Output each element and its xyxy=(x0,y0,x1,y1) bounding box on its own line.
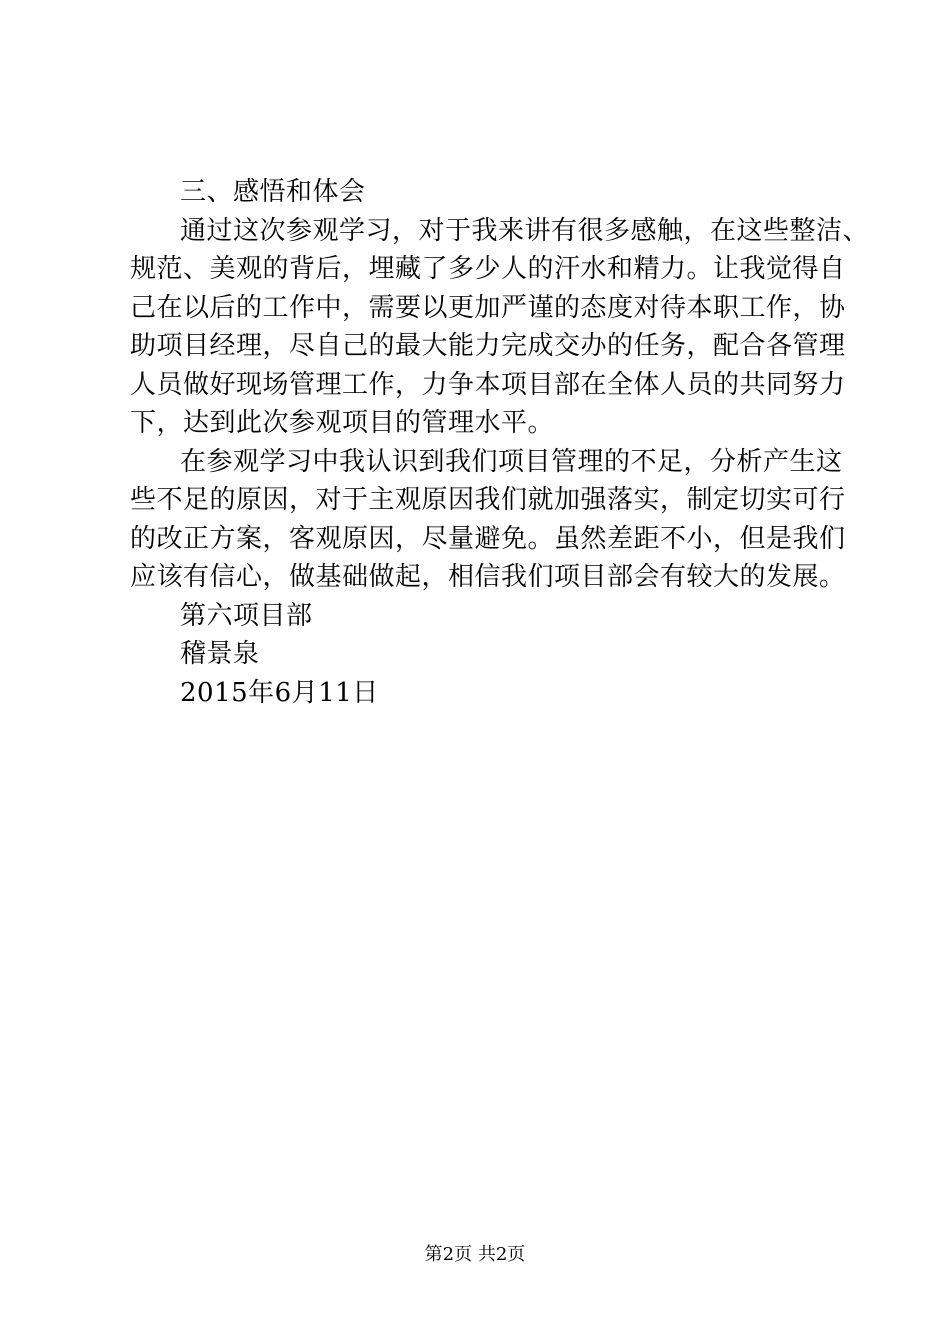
page-number: 第2页 共2页 xyxy=(424,1244,526,1265)
document-body xyxy=(130,173,870,712)
signature-block xyxy=(130,597,830,713)
paragraph-line: 的改正方案，客观原因，尽量避免。虽然差距不小，但是我们 xyxy=(130,523,846,554)
paragraph-2 xyxy=(130,443,846,597)
paragraph-line: 通过这次参观学习，对于我来讲有很多感触，在这些整洁、 xyxy=(180,215,870,246)
paragraph-line: 己在以后的工作中，需要以更加严谨的态度对待本职工作，协 xyxy=(130,292,846,323)
signature-name: 稽景泉 xyxy=(180,639,260,669)
paragraph-line: 在参观学习中我认识到我们项目管理的不足，分析产生这 xyxy=(180,446,843,477)
paragraph-1 xyxy=(130,212,870,443)
page-footer xyxy=(0,1243,950,1267)
paragraph-line: 人员做好现场管理工作，力争本项目部在全体人员的共同努力 xyxy=(130,369,846,400)
paragraph-line: 规范、美观的背后，埋藏了多少人的汗水和精力。让我觉得自 xyxy=(130,254,846,284)
paragraph-line: 下，达到此次参观项目的管理水平。 xyxy=(130,408,555,438)
paragraph-line: 些不足的原因，对于主观原因我们就加强落实，制定切实可行 xyxy=(130,485,846,515)
section-heading: 三、感悟和体会 xyxy=(180,177,366,207)
paragraph-line: 应该有信心，做基础做起，相信我们项目部会有较大的发展。 xyxy=(130,562,846,592)
signature-date: 2015年6月11日 xyxy=(180,677,379,708)
signature-department: 第六项目部 xyxy=(180,600,313,631)
paragraph-line: 助项目经理，尽自己的最大能力完成交办的任务，配合各管理 xyxy=(130,331,846,361)
